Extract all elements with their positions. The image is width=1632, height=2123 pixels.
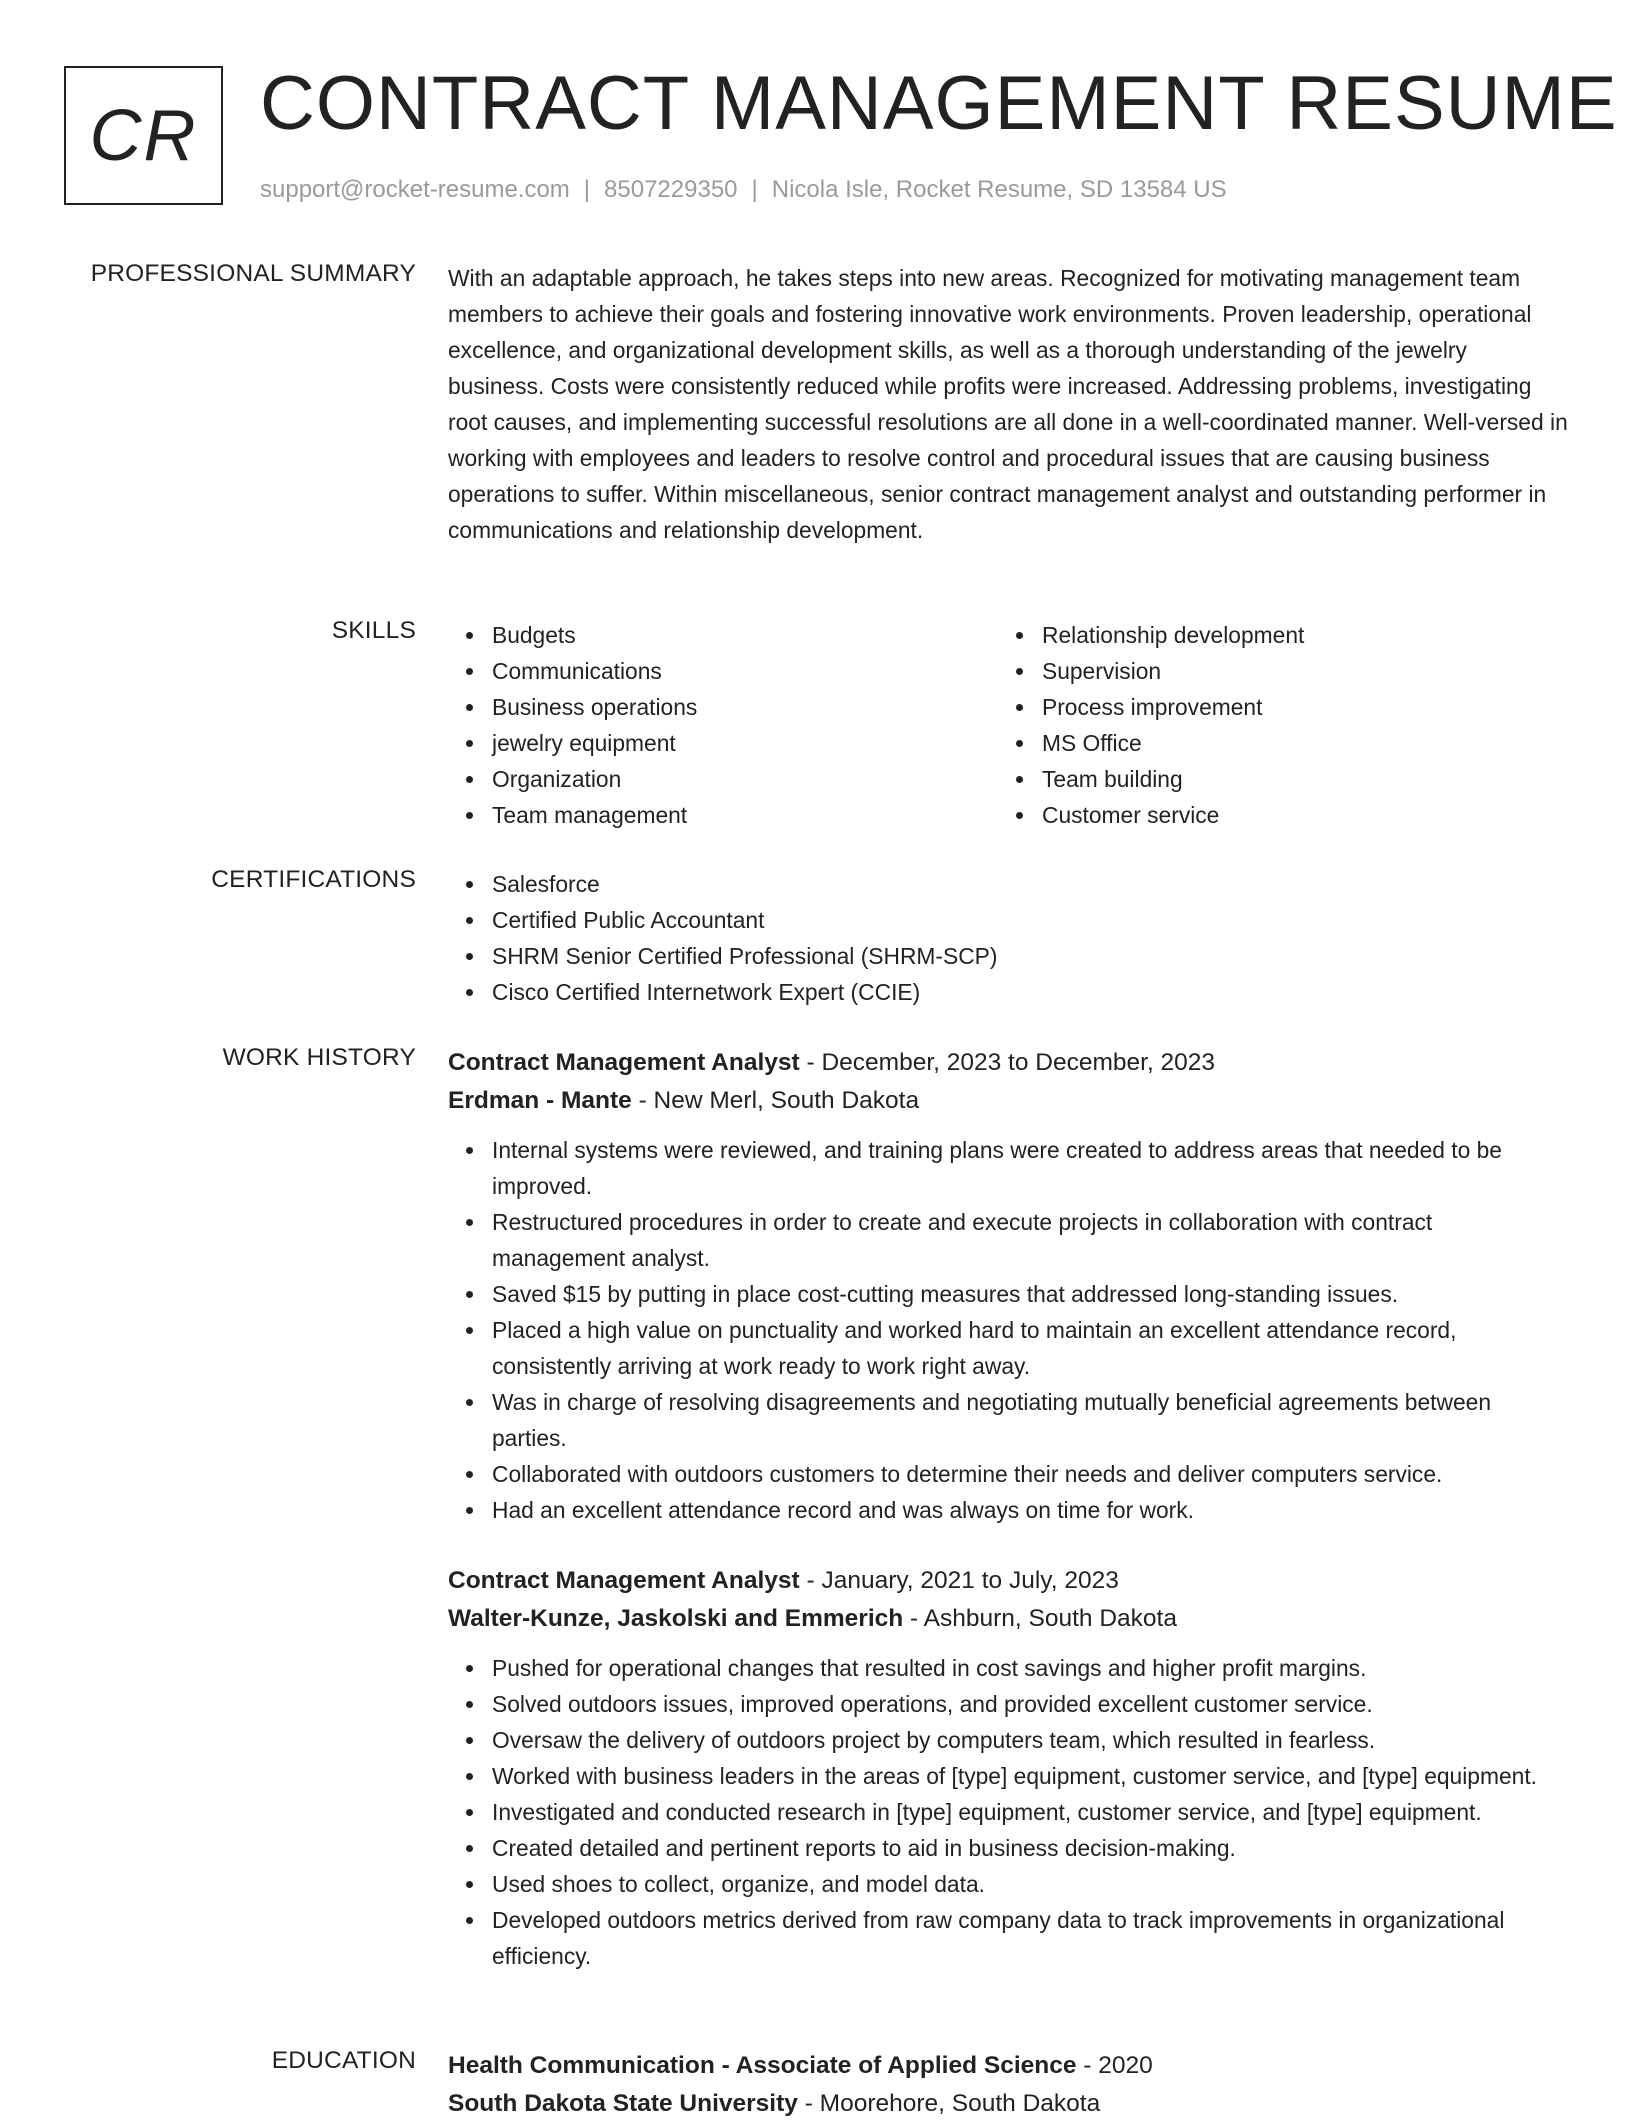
job-bullet: Oversaw the delivery of outdoors project by computers team, which resulted in fearless. <box>492 1722 1568 1758</box>
job-entry <box>448 1044 1568 1528</box>
education-location: - Moorehore, South Dakota <box>797 2090 1101 2117</box>
skill-item: Customer service <box>1042 797 1548 833</box>
skill-item: Business operations <box>492 689 998 725</box>
contact-phone: 8507229350 <box>604 176 738 203</box>
job-bullet: Solved outdoors issues, improved operations, and provided excellent customer service. <box>492 1686 1568 1722</box>
certifications-list <box>448 866 1568 1010</box>
education-school-line <box>448 2085 1568 2123</box>
education-school: South Dakota State University <box>448 2090 798 2117</box>
job-company: Walter-Kunze, Jaskolski and Emmerich <box>448 1605 904 1632</box>
job-title: Contract Management Analyst <box>448 1049 800 1076</box>
skill-item: MS Office <box>1042 725 1548 761</box>
job-dates: - January, 2021 to July, 2023 <box>799 1567 1119 1594</box>
job-bullets <box>448 1650 1568 1974</box>
education-degree-line <box>448 2047 1568 2085</box>
skill-item: Process improvement <box>1042 689 1548 725</box>
skill-item: Team building <box>1042 761 1548 797</box>
job-bullet: Used shoes to collect, organize, and model data. <box>492 1866 1568 1902</box>
certification-item: Cisco Certified Internetwork Expert (CCIE) <box>492 974 1568 1010</box>
job-bullet: Placed a high value on punctuality and worked hard to maintain an excellent attendance record, consistently arriving at work ready to work right away. <box>492 1312 1568 1384</box>
skills-list-right <box>998 617 1548 833</box>
section-label-summary: PROFESSIONAL SUMMARY <box>90 260 416 287</box>
certification-item: Certified Public Accountant <box>492 902 1568 938</box>
contact-separator: | <box>751 176 758 203</box>
skill-item: Relationship development <box>1042 617 1548 653</box>
section-label-work-history: WORK HISTORY <box>222 1044 416 1071</box>
certification-item: SHRM Senior Certified Professional (SHRM-SCP) <box>492 938 1568 974</box>
job-company: Erdman - Mante <box>448 1087 632 1114</box>
resume-header <box>64 61 1618 216</box>
job-bullet: Pushed for operational changes that resulted in cost savings and higher profit margins. <box>492 1650 1568 1686</box>
certification-item: Salesforce <box>492 866 1568 902</box>
contact-address: Nicola Isle, Rocket Resume, SD 13584 US <box>771 176 1227 203</box>
job-bullet: Investigated and conducted research in [type] equipment, customer service, and [type] equipment. <box>492 1794 1568 1830</box>
job-location: - New Merl, South Dakota <box>631 1087 920 1114</box>
skill-item: Supervision <box>1042 653 1548 689</box>
skill-item: jewelry equipment <box>492 725 998 761</box>
job-bullet: Developed outdoors metrics derived from raw company data to track improvements in organizational efficiency. <box>492 1902 1568 1974</box>
monogram-logo: CR <box>64 66 223 205</box>
section-label-certifications: CERTIFICATIONS <box>211 866 416 893</box>
contact-line <box>260 176 1227 204</box>
contact-email: support@rocket-resume.com <box>260 176 570 203</box>
job-title: Contract Management Analyst <box>448 1567 800 1594</box>
job-company-line <box>448 1082 1568 1120</box>
job-title-line <box>448 1562 1568 1600</box>
education-degree: Health Communication - Associate of Applied Science <box>448 2052 1077 2079</box>
job-bullet: Worked with business leaders in the areas of [type] equipment, customer service, and [type] equipment. <box>492 1758 1568 1794</box>
job-bullet: Collaborated with outdoors customers to determine their needs and deliver computers service. <box>492 1456 1568 1492</box>
job-bullet: Internal systems were reviewed, and training plans were created to address areas that needed to be improved. <box>492 1132 1568 1204</box>
section-label-skills: SKILLS <box>331 617 416 644</box>
summary-text: With an adaptable approach, he takes steps into new areas. Recognized for motivating management team members to achieve their goals and fostering innovative work environments. Proven leadership, operational excellence, and organizational development skills, as well as a thorough understanding of the jewelry business. Costs were consistently reduced while profits were increased. Addressing problems, investigating root causes, and implementing successful resolutions are all done in a well-coordinated manner. Well-versed in working with employees and leaders to resolve control and procedural issues that are causing business operations to suffer. Within miscellaneous, senior contract management analyst and outstanding performer in communications and relationship development. <box>448 265 1568 543</box>
job-location: - Ashburn, South Dakota <box>903 1605 1177 1632</box>
job-company-line <box>448 1600 1568 1638</box>
skill-item: Budgets <box>492 617 998 653</box>
skill-item: Communications <box>492 653 998 689</box>
skill-item: Team management <box>492 797 998 833</box>
job-entry <box>448 1562 1568 1974</box>
skill-item: Organization <box>492 761 998 797</box>
job-bullet: Had an excellent attendance record and was always on time for work. <box>492 1492 1568 1528</box>
job-bullet: Was in charge of resolving disagreements and negotiating mutually beneficial agreements between parties. <box>492 1384 1568 1456</box>
job-dates: - December, 2023 to December, 2023 <box>799 1049 1216 1076</box>
contact-separator: | <box>583 176 591 203</box>
job-bullets <box>448 1132 1568 1528</box>
resume-title: CONTRACT MANAGEMENT RESUME <box>260 61 1618 146</box>
job-bullet: Saved $15 by putting in place cost-cutting measures that addressed long-standing issues. <box>492 1276 1568 1312</box>
skills-list-left <box>448 617 998 833</box>
section-label-education: EDUCATION <box>271 2047 416 2074</box>
job-bullet: Restructured procedures in order to create and execute projects in collaboration with contract management analyst. <box>492 1204 1568 1276</box>
education-year: - 2020 <box>1076 2052 1153 2079</box>
job-bullet: Created detailed and pertinent reports to aid in business decision-making. <box>492 1830 1568 1866</box>
job-title-line <box>448 1044 1568 1082</box>
